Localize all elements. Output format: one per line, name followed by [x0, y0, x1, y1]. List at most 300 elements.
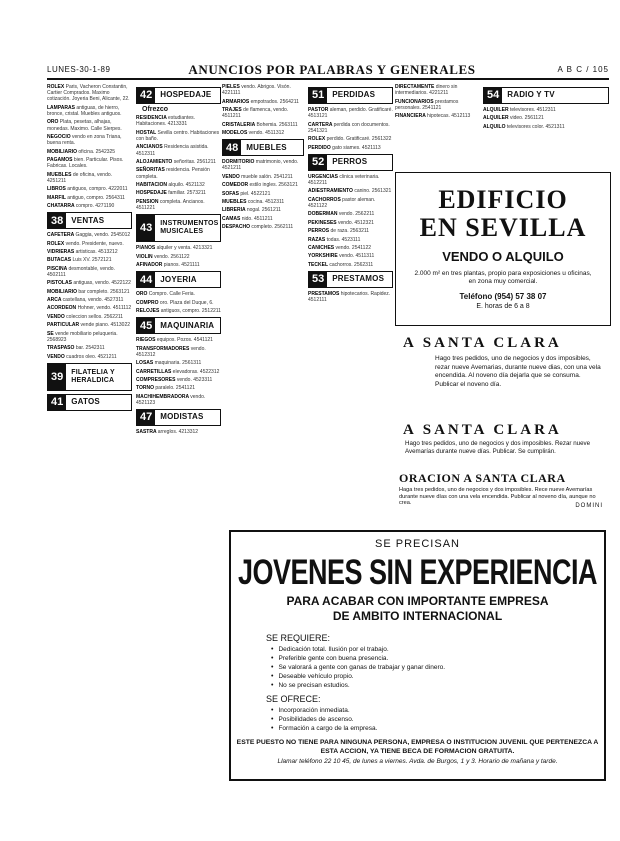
- classified-ad: [47, 297, 132, 303]
- section-number: 52: [309, 155, 327, 170]
- classified-ad: [136, 167, 221, 179]
- classified-ad: [47, 354, 132, 360]
- ad-text: antiguos, compro. 4222011: [67, 186, 128, 193]
- classified-list: [308, 291, 393, 303]
- classified-ad: [136, 130, 221, 142]
- ad-headline: A SANTA CLARA: [403, 335, 562, 351]
- ad-text: hipotecarios. Rapidez. 4512111: [308, 290, 391, 304]
- ad-keyword: PASTOR: [308, 107, 330, 113]
- classified-ad: [222, 216, 304, 222]
- classified-list: [47, 84, 132, 209]
- ad-text: dinero sin intermediarios. 4221211: [395, 84, 458, 97]
- ad-text: matrimonio, vendo. 4521211: [222, 159, 299, 172]
- ad-headline: EDIFICIO: [438, 185, 568, 214]
- ad-text: de flamenca, vendo. 4511211: [222, 106, 289, 120]
- ad-keyword: ROLEX: [47, 84, 66, 90]
- section-name: MAQUINARIA: [160, 320, 215, 330]
- classified-list: [308, 174, 393, 268]
- ad-contact: Llamar teléfono 22 10 45, de lunes a viernes. Avda. de Burgos, 1 y 3. Horario de mañana y tarde.: [277, 758, 558, 765]
- ad-keyword: RELOJES: [136, 307, 161, 314]
- ad-text: vendo. Abrigos. Visón. 4221111: [222, 84, 291, 97]
- classified-ad: [222, 84, 304, 96]
- classified-ad: [47, 84, 132, 103]
- offers-heading: SE OFRECE:: [266, 694, 321, 704]
- section-number: 39: [48, 364, 66, 390]
- section-hospedaje: [136, 87, 221, 104]
- ad-keyword: ARMARIOS: [222, 98, 251, 105]
- ad-keyword: CARRETILLAS: [136, 368, 173, 375]
- ad-text: vendo en zona Triana, buena renta.: [47, 133, 122, 147]
- ad-keyword: ACORDEON: [47, 305, 78, 312]
- classified-ad: [136, 159, 221, 165]
- classified-ad: [308, 174, 393, 186]
- ad-keyword: PAGAMOS: [47, 156, 74, 163]
- ad-keyword: PARTICULAR: [47, 322, 81, 329]
- ad-text: bien. Particular. Pisos. Fabricas. Locales.: [47, 156, 124, 170]
- ad-text: artisticas. 4513212: [75, 248, 118, 255]
- ad-keyword: TORNO: [136, 385, 156, 392]
- ad-keyword: SE: [47, 330, 56, 337]
- classified-ad: [47, 241, 132, 247]
- classified-ad: [308, 107, 393, 119]
- ad-text: completa. Ancianos. 4511221: [136, 198, 205, 211]
- ad-text: alquilo. 4521132: [168, 181, 205, 188]
- ad-text: elevadoras. 4522312: [172, 368, 220, 375]
- section-perros: [308, 154, 393, 171]
- list-item: • No se precisan estudios.: [271, 681, 604, 690]
- ad-keyword: CHATARRA: [47, 202, 76, 209]
- ad-text: vendo. 4521123: [136, 393, 206, 406]
- classified-list: [47, 232, 132, 360]
- ad-text: de oficina, vendo. 4251211: [47, 171, 113, 184]
- ad-text: antiguas, de hierro, bronce, cristal. Muebles antiguos.: [47, 104, 122, 117]
- ad-text: desmontable, vendo. 4502111: [47, 265, 115, 278]
- ad-keyword: ALQUILER: [483, 115, 510, 122]
- ad-keyword: VENDO: [47, 313, 67, 320]
- classified-ad: [308, 228, 393, 234]
- classified-ad: [308, 237, 393, 243]
- section-name: INSTRUMENTOS MUSICALES: [160, 220, 219, 236]
- classified-ad: [308, 245, 393, 251]
- classified-ad: [395, 113, 480, 119]
- section-name: GATOS: [71, 397, 100, 407]
- section-gatos: [47, 394, 132, 411]
- list-item: • Formación a cargo de la empresa.: [271, 724, 604, 733]
- classified-ad: [47, 232, 132, 238]
- classified-ad: [483, 115, 609, 121]
- ad-text: vendo. Presidente, nuevo.: [65, 240, 124, 247]
- ad-body: 2.000 m² en tres plantas, propio para exposiciones u oficinas, en zona muy comercial.: [414, 270, 592, 285]
- header-page: A B C / 105: [557, 65, 609, 74]
- ad-keyword: COMPRO: [136, 299, 160, 306]
- subheading-ofrezco: Ofrezco: [142, 106, 169, 113]
- ad-text: cocina. 4512311: [247, 198, 285, 205]
- classified-ad: [395, 99, 480, 111]
- classified-ad: [47, 119, 132, 131]
- classified-ad: [136, 245, 221, 251]
- ad-text: oficina. 2542325: [78, 148, 116, 155]
- ad-keyword: SOFAS: [222, 190, 241, 197]
- ad-keyword: CACHORROS: [308, 196, 343, 203]
- ad-text: estudiantes. Habitaciones. 4213331: [136, 115, 196, 128]
- oracion-ad: [395, 471, 609, 509]
- ad-text: Luis XV. 2572121: [72, 257, 112, 264]
- header-date: LUNES-30-1-89: [47, 65, 111, 74]
- classified-ad: [47, 105, 132, 117]
- classified-ad: [308, 253, 393, 259]
- ad-headline-2: EN SEVILLA: [419, 213, 587, 242]
- ad-headline: A SANTA CLARA: [403, 422, 562, 438]
- classified-list: [136, 429, 221, 435]
- classified-ad: [47, 305, 132, 311]
- ad-text: Compro. Calle Feria.: [148, 291, 195, 298]
- ad-keyword: DORMITORIO: [222, 159, 256, 166]
- list-item: • Posibilidades de ascenso.: [271, 715, 604, 724]
- classified-ad: [47, 149, 132, 155]
- ad-text: bar completo. 2563121: [78, 288, 130, 295]
- ad-text: prestamos personales. 2541121: [395, 98, 459, 111]
- section-name: HOSPEDAJE: [160, 90, 212, 100]
- ad-keyword: ARCA: [47, 297, 63, 304]
- ad-text: vendo. 4511311: [339, 253, 375, 260]
- classified-ad: [308, 136, 393, 142]
- ad-keyword: DESPACHO: [222, 224, 252, 231]
- ad-keyword: CAFETERA: [47, 232, 76, 239]
- ad-keyword: SASTRA: [136, 429, 158, 436]
- santa-clara-ad-1: [395, 335, 609, 415]
- ad-text: mueble salón. 2541211: [241, 173, 293, 180]
- classified-ad: [136, 115, 221, 127]
- ad-text: televisores color. 4521311: [506, 123, 565, 130]
- classified-ad: [136, 429, 221, 435]
- classified-ad: [136, 385, 221, 391]
- edificio-ad: [395, 172, 611, 326]
- ad-text: pianos. 4521111: [163, 261, 200, 268]
- ad-text: de raza. 2563211: [330, 228, 370, 235]
- ad-hours: E. horas de 6 a 8: [476, 303, 530, 310]
- classified-list: [136, 291, 221, 314]
- classified-ad: [136, 254, 221, 260]
- section-name: PERROS: [332, 157, 368, 167]
- ad-keyword: LAMPARAS: [47, 104, 77, 111]
- ad-text: gato siames. 4521113: [332, 144, 381, 151]
- classified-ad: [483, 124, 609, 130]
- ad-keyword: FINANCIERA: [395, 113, 428, 120]
- ad-text: televisores. 4512311: [509, 107, 556, 113]
- ad-keyword: MUEBLES: [222, 198, 248, 205]
- ad-keyword: COMEDOR: [222, 182, 250, 189]
- ad-text: video. 2561121: [509, 115, 544, 122]
- ad-keyword: ROLEX: [47, 240, 66, 247]
- section-number: 43: [137, 215, 155, 241]
- ad-footer: ESTE PUESTO NO TIENE PARA NINGUNA PERSONA, EMPRESA O INSTITUCION JUVENIL QUE PERTENEZCA A ESTA ACCION, YA TIENE BECA DE FORMACION GRATUITA.: [236, 739, 599, 755]
- section-number: 45: [137, 318, 155, 333]
- column-5: [395, 84, 480, 164]
- classified-ad: [47, 157, 132, 169]
- classified-ad: [308, 291, 393, 303]
- classified-ad: [136, 360, 221, 366]
- offers-list: [271, 706, 604, 733]
- classified-ad: [136, 337, 221, 343]
- section-number: 41: [48, 395, 66, 410]
- ad-keyword: PIELES: [222, 84, 242, 90]
- classified-ad: [308, 188, 393, 194]
- ad-text: canino. 2561321: [354, 188, 392, 195]
- ad-text: antiguas, vendo. 4522122: [73, 280, 131, 287]
- section-number: 54: [484, 88, 502, 103]
- ad-kicker: SE PRECISAN: [375, 538, 460, 550]
- section-number: 42: [137, 88, 155, 103]
- ad-keyword: PENSION: [136, 198, 160, 205]
- ad-keyword: PRESTAMOS: [308, 290, 341, 297]
- section-number: 51: [309, 88, 327, 103]
- classified-ad: [222, 207, 304, 213]
- ad-text: Paris, Vacheron Constantin, Cartier Comprados. Maximo cotización. Joyeria Beni, Alicante, 22.: [47, 84, 130, 103]
- ad-keyword: PISTOLAS: [47, 280, 74, 287]
- classified-ad: [222, 122, 304, 128]
- ad-keyword: DOBERMAN: [308, 211, 339, 218]
- classified-ad: [47, 203, 132, 209]
- ad-keyword: VIOLIN: [136, 253, 155, 260]
- classified-ad: [222, 130, 304, 136]
- classified-ad: [483, 107, 609, 113]
- section-name: JOYERIA: [160, 274, 197, 284]
- classified-ad: [136, 199, 221, 211]
- page-title: ANUNCIOS POR PALABRAS Y GENERALES: [188, 62, 476, 77]
- ad-text: maquinaria. 2561311: [154, 360, 202, 367]
- ad-keyword: ORO: [47, 119, 60, 126]
- ad-keyword: TECKEL: [308, 261, 330, 268]
- jobs-ad: [229, 530, 606, 781]
- ad-text: antiguos, compro. 2512211: [160, 307, 221, 314]
- classified-ad: [222, 159, 304, 171]
- requirements-list: [271, 645, 604, 690]
- ad-keyword: AFINADOR: [136, 261, 164, 268]
- classified-ad: [136, 394, 221, 406]
- classified-list: [136, 115, 221, 211]
- classified-ad: [47, 280, 132, 286]
- ad-signature: DOMINI: [575, 503, 603, 509]
- section-name: MODISTAS: [160, 412, 204, 422]
- page-header: [47, 62, 609, 80]
- ad-keyword: TRANSFORMADORES: [136, 345, 191, 352]
- ad-keyword: DIRECTAMENTE: [395, 84, 436, 90]
- ad-keyword: VENDO: [222, 173, 242, 180]
- ad-keyword: PERROS: [308, 228, 331, 235]
- ad-text: Gaggia, vendo. 2545012: [75, 232, 131, 239]
- ad-text: equipos. Pozos. 4541121: [156, 337, 213, 344]
- ad-keyword: RESIDENCIA: [136, 115, 169, 122]
- column-4: [308, 84, 393, 306]
- ad-keyword: PEKINESES: [308, 219, 339, 226]
- ad-keyword: MUEBLES: [47, 171, 73, 178]
- ad-keyword: PIANOS: [136, 245, 157, 252]
- ad-subheadline: VENDO O ALQUILO: [442, 249, 564, 264]
- ad-text: coleccion sellos. 2562211: [66, 313, 124, 320]
- ad-text: antiguo, compro. 2564311: [67, 194, 125, 201]
- ad-text: vende mobiliario peluqueria. 2568923: [47, 330, 118, 343]
- ad-text: pastor aleman. 4521122: [308, 196, 376, 209]
- section-instrumentos: [136, 214, 221, 242]
- column-2: [136, 84, 221, 437]
- classified-ad: [47, 172, 132, 184]
- classified-ad: [222, 199, 304, 205]
- classified-ad: [47, 289, 132, 295]
- classified-ad: [222, 174, 304, 180]
- ad-text: Residencia asistida. 4512311: [136, 144, 209, 157]
- classified-ad: [222, 191, 304, 197]
- classified-ad: [136, 377, 221, 383]
- list-item: • Preferible gente con buena presencia.: [271, 654, 604, 663]
- ad-keyword: CARTERA: [308, 121, 334, 128]
- ad-text: nido. 4511211: [241, 215, 273, 222]
- ad-keyword: NEGOCIO: [47, 133, 73, 140]
- ad-text: perdido. Gratificaré. 2561322: [326, 136, 392, 143]
- classified-ad: [47, 134, 132, 146]
- ad-keyword: MOBILIARIO: [47, 148, 79, 155]
- column-3: [222, 84, 304, 233]
- classified-ad: [47, 345, 132, 351]
- ad-text: compro. 4271190: [75, 202, 115, 209]
- classified-ad: [47, 314, 132, 320]
- ad-keyword: CRISTALERIA: [222, 121, 257, 128]
- classified-ad: [47, 186, 132, 192]
- classified-ad: [136, 369, 221, 375]
- classified-ad: [222, 99, 304, 105]
- ad-keyword: HABITACION: [136, 181, 169, 188]
- classified-ad: [308, 262, 393, 268]
- section-name: PERDIDAS: [332, 90, 376, 100]
- ad-text: residencia. Pensión completa.: [136, 167, 210, 180]
- list-item: • Deseable vehículo propio.: [271, 672, 604, 681]
- ad-text: completo. 2562111: [251, 224, 294, 231]
- ad-text: vendo. 4511312: [248, 129, 285, 136]
- ad-text: vendo. 4512312: [136, 345, 206, 358]
- classified-ad: [47, 195, 132, 201]
- section-filatelia: [47, 363, 132, 391]
- ad-text: perdida con documentos. 2541321: [308, 121, 390, 134]
- section-joyeria: [136, 271, 221, 288]
- classified-list: [136, 337, 221, 406]
- ad-subheadline-2: DE AMBITO INTERNACIONAL: [332, 609, 503, 623]
- ad-text: vendo. 4512321: [338, 219, 374, 226]
- ad-text: castellana, vendo. 4527311: [62, 297, 124, 304]
- section-name: MUEBLES: [246, 142, 287, 152]
- ad-headline: JOVENES SIN EXPERIENCIA: [237, 553, 598, 592]
- ad-phone: Teléfono (954) 57 38 07: [459, 292, 547, 301]
- ad-keyword: BUTACAS: [47, 257, 73, 264]
- ad-keyword: MACHIHEMBRADORA: [136, 393, 191, 400]
- ad-text: bar. 2542311: [75, 345, 105, 352]
- classified-ad: [47, 266, 132, 278]
- ad-keyword: MODELOS: [222, 129, 249, 136]
- classified-ad: [222, 224, 304, 230]
- column-1: [47, 84, 132, 414]
- ad-keyword: LOSAS: [136, 360, 155, 367]
- list-item: • Se valorará a gente con ganas de trabajar y ganar dinero.: [271, 663, 604, 672]
- section-number: 53: [309, 272, 327, 287]
- ad-keyword: ANCIANOS: [136, 144, 165, 151]
- classified-ad: [222, 182, 304, 188]
- ad-keyword: LIBRERIA: [222, 207, 247, 214]
- ad-text: nogal. 2561211: [246, 207, 281, 214]
- section-name: RADIO Y TV: [507, 90, 555, 100]
- classified-ad: [136, 291, 221, 297]
- section-number: 44: [137, 272, 155, 287]
- ad-text: cuadros oleo. 4521211: [66, 353, 117, 360]
- section-name: FILATELIA Y HERALDICA: [71, 368, 115, 384]
- classified-list: [308, 107, 393, 151]
- ad-keyword: VENDO: [47, 353, 67, 360]
- classified-ad: [136, 300, 221, 306]
- ad-text: vendo. 2562211: [338, 211, 375, 218]
- section-prestamos: [308, 271, 393, 288]
- ad-text: vendo. 2541122: [335, 244, 372, 251]
- section-modistas: [136, 409, 221, 426]
- ad-text: Bohemia. 2563111: [256, 121, 298, 128]
- classified-ad: [136, 190, 221, 196]
- classified-ad: [222, 107, 304, 119]
- ad-text: vendo. 2561122: [154, 253, 190, 260]
- ad-keyword: COMPRESORES: [136, 376, 177, 383]
- ad-text: Plata, pesetas, alhajas, monedas. Maximo. Calle Sierpes.: [47, 119, 122, 132]
- section-number: 48: [223, 140, 241, 155]
- classified-ad: [47, 331, 132, 343]
- ad-keyword: LIBROS: [47, 186, 68, 193]
- list-item: • Incorporación inmediata.: [271, 706, 604, 715]
- ad-text: arreglos. 4213312: [157, 429, 199, 436]
- ad-body: Hago tres pedidos, uno de negocios y dos imposibles, rezar nueve Avemarias, durante nueve dias, con una vela encendida. Al noveno día dejarla que se consuma. Publicar el noveno día.: [435, 355, 601, 388]
- ad-text: cachorros. 2562311: [329, 261, 374, 268]
- ad-keyword: ALQUILER: [483, 107, 510, 113]
- classified-ad: [308, 220, 393, 226]
- ad-keyword: URGENCIAS: [308, 173, 340, 180]
- ad-keyword: MOBILIARIO: [47, 288, 79, 295]
- ad-text: estilo ingles. 2563121: [249, 182, 298, 189]
- ad-subheadline: PARA ACABAR CON IMPORTANTE EMPRESA: [286, 594, 549, 608]
- section-number: 47: [137, 410, 155, 425]
- ad-text: piel. 4522121: [240, 190, 271, 197]
- ad-text: señoritas. 2561211: [173, 158, 216, 165]
- ad-keyword: ORO: [136, 291, 149, 298]
- ad-keyword: CAMAS: [222, 215, 242, 222]
- ad-keyword: SEÑORITAS: [136, 167, 167, 174]
- classified-ad: [47, 322, 132, 328]
- ad-text: todas. 4523111: [326, 236, 361, 243]
- ad-text: hipotecas. 4512113: [427, 113, 471, 120]
- section-name: PRESTAMOS: [332, 274, 385, 284]
- ad-keyword: TRASPASO: [47, 345, 76, 352]
- classified-ad: [136, 308, 221, 314]
- ad-keyword: ADIESTRAMIENTO: [308, 188, 355, 195]
- ad-text: paralelo. 2541121: [155, 385, 196, 392]
- ad-keyword: PISCINA: [47, 265, 69, 272]
- classified-ad: [308, 122, 393, 134]
- ad-keyword: HOSTAL: [136, 129, 158, 136]
- section-maquinaria: [136, 317, 221, 334]
- ad-keyword: HOSPEDAJE: [136, 190, 169, 197]
- classified-list: [136, 245, 221, 268]
- section-perdidas: [308, 87, 393, 104]
- classified-ad: [136, 262, 221, 268]
- classified-list: [222, 84, 304, 136]
- ad-keyword: ALQUILO: [483, 123, 507, 130]
- ad-keyword: TRAJES: [222, 106, 244, 113]
- section-radio-tv: [483, 87, 609, 104]
- ad-keyword: CANICHES: [308, 244, 336, 251]
- classified-ad: [308, 145, 393, 151]
- section-muebles: [222, 139, 304, 156]
